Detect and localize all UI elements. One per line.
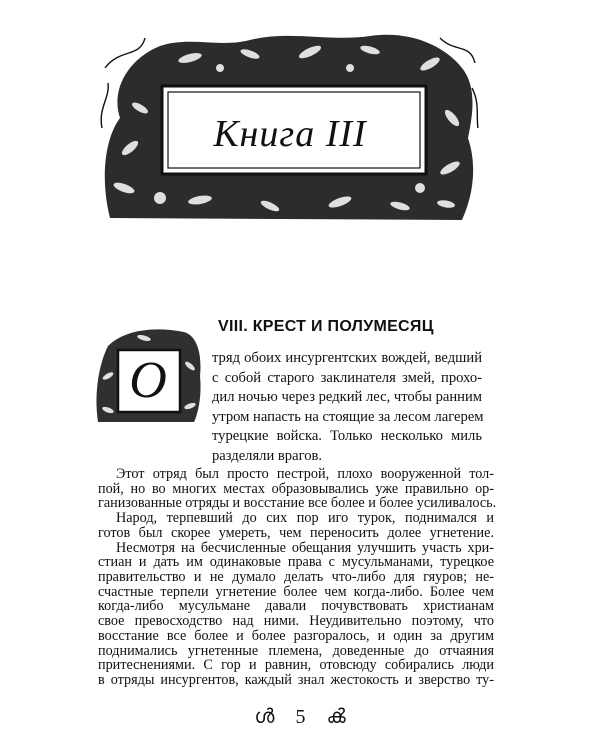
text-line: стиан и дать им одинаковые права с мусульманами, турецкое: [98, 554, 494, 571]
page-number: 5: [295, 706, 306, 728]
text-line: турецкие войска. Только несколько миль: [212, 428, 482, 444]
text-line: Народ, терпевший до сих пор иго турок, поднимался и: [116, 510, 494, 527]
text-line: готов был скорее умереть, чем переносить долее угнетение.: [98, 524, 494, 541]
text-line: свое превосходство над ними. Неудивительно поэтому, что: [98, 613, 494, 630]
text-line: разделяли врагов.: [212, 447, 323, 464]
text-line: Этот отряд был просто пестрой, плохо вооруженной тол-: [116, 466, 494, 482]
drop-cap-letter: О: [129, 352, 167, 409]
text-line: пой, но во многих местах образовывались уже правильно ор-: [98, 480, 494, 497]
page-footer: [0, 706, 600, 729]
chapter-heading: VIII. КРЕСТ И ПОЛУМЕСЯЦ: [218, 318, 434, 335]
text-line: поднимались угнетенные племена, доведенные до отчаяния: [98, 642, 494, 659]
text-line: когда-либо мусульмане давали почувствовать христианам: [98, 598, 494, 615]
text-line: Несмотря на бесчисленные обещания улучшить участь хри-: [116, 539, 494, 556]
text-line: притеснениями. С гор и равнин, отовсюду собирались люди: [98, 657, 494, 674]
right-ornament-icon: ൿ: [326, 706, 346, 728]
text-line: дил ночью через редкий лес, чтобы ранним: [212, 389, 483, 405]
text-line: восстание все более и более разгоралось, и один за другим: [98, 627, 494, 644]
text-line: утром напасть на стоящие за лесом лагерем: [212, 408, 484, 425]
text-line: счастные терпели угнетение более чем когда-либо. Более чем: [98, 583, 494, 600]
text-line: тряд обоих инсургентских вождей, ведший: [212, 350, 482, 366]
book-title: Книга III: [213, 113, 367, 155]
text-line: ганизованные отряды и восстание все более и более усиливалось.: [98, 495, 497, 512]
left-ornament-icon: ൾ: [254, 706, 275, 728]
text-line: правительство и не думало делать что-либо для гяуров; не-: [98, 569, 494, 585]
text-line: с собой старого заклинателя змей, прохо-: [212, 369, 482, 386]
text-line: в отряды инсургентов, каждый знал жестокость и зверство ту-: [98, 672, 494, 688]
